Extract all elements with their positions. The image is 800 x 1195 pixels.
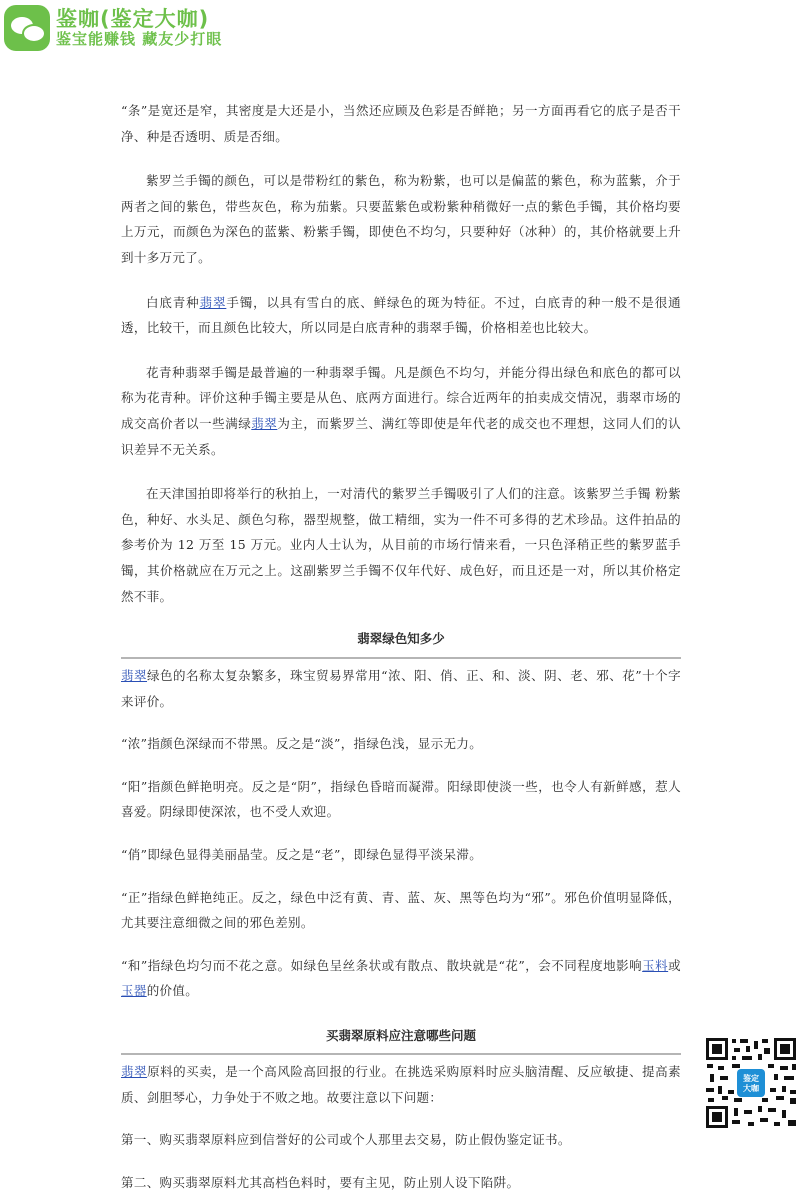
color-term-item: “阳”指颜色鲜艳明亮。反之是“阴”，指绿色昏暗而凝滞。阳绿即使淡一些，也令人有新鲜感，惹人喜爱。阴绿即使深浓，也不受人欢迎。 (121, 778, 681, 820)
chat-bubble-icon (4, 5, 50, 51)
feicui-link[interactable]: 翡翠 (121, 1064, 148, 1080)
paragraph: 紫罗兰手镯的颜色，可以是带粉红的紫色，称为粉紫，也可以是偏蓝的紫色，称为蓝紫，介于两者之间的紫色，带些灰色，称为茄紫。只要蓝紫色或粉紫种稍微好一点的紫色手镯，其价格均要上万元，而颜色为深色的蓝紫、粉紫手镯，即使色不均匀，只要种好（冰种）的，其价格就要上升到十多万元了。 (121, 173, 681, 265)
feicui-link[interactable]: 翡翠 (121, 668, 148, 684)
tip-item: 第一、购买翡翠原料应到信誉好的公司或个人那里去交易，防止假伪鉴定证书。 (121, 1132, 571, 1148)
feicui-link[interactable]: 翡翠 (251, 415, 278, 431)
tip-item: 第二、购买翡翠原料尤其高档色料时，要有主见，防止别人设下陷阱。 (121, 1174, 520, 1190)
yuliao-link[interactable]: 玉料 (642, 957, 669, 973)
section-heading: 买翡翠原料应注意哪些问题 (325, 1028, 476, 1044)
color-term-item: “和”指绿色均匀而不花之意。如绿色呈丝条状或有散点、散块就是“花”，会不同程度地影响玉料或玉器的价值。 (121, 957, 681, 999)
section-intro: 翡翠绿色的名称太复杂繁多，珠宝贸易界常用“浓、阳、俏、正、和、淡、阴、老、邪、花”十个字来评价。 (121, 668, 682, 709)
color-term-item: “浓”指颜色深绿而不带黑。反之是“淡”，指绿色浅，显示无力。 (121, 736, 483, 752)
article-body (121, 98, 681, 1195)
svg-text:鉴定: 鉴定 (743, 1074, 759, 1083)
paragraph: 白底青种翡翠手镯，以具有雪白的底、鲜绿色的斑为特征。不过，白底青的种一般不是很通透，比较干，而且颜色比较大，所以同是白底青种的翡翠手镯，价格相差也比较大。 (121, 294, 682, 336)
color-term-item: “正”指绿色鲜艳纯正。反之，绿色中泛有黄、青、蓝、灰、黑等色均为“邪”。邪色价值明显降低，尤其要注意细微之间的邪色差别。 (121, 889, 681, 931)
section-intro: 翡翠原料的买卖，是一个高风险高回报的行业。在挑选采购原料时应头脑清醒、反应敏捷、提高素质、剑胆琴心，力争处于不败之地。故要注意以下问题： (121, 1064, 681, 1105)
svg-text:大咖: 大咖 (743, 1084, 759, 1093)
section-heading: 翡翠绿色知多少 (357, 631, 445, 647)
watermark-logo (4, 2, 222, 54)
yuqi-link[interactable]: 玉器 (121, 983, 147, 999)
paragraph: 在天津国拍即将举行的秋拍上，一对清代的紫罗兰手镯吸引了人们的注意。该紫罗兰手镯 粉紫色，种好、水头足、颜色匀称，器型规整，做工精细，实为一件不可多得的艺术珍品。这件拍品的参考价为 12 万至 15 万元。业内人士认为，从目前的市场行情来看，一只色泽稍正些的紫罗蓝手镯，其价格就应在万元之上。这副紫罗兰手镯不仅年代好、成色好，而且还是一对，所以其价格定然不菲。 (121, 486, 681, 604)
watermark-title: 鉴咖(鉴定大咖) (56, 7, 210, 32)
watermark-slogan: 鉴宝能赚钱 藏友少打眼 (56, 30, 223, 49)
qr-code (704, 1036, 798, 1130)
color-term-item: “俏”即绿色显得美丽晶莹。反之是“老”，即绿色显得平淡呆滞。 (121, 847, 483, 863)
paragraph: 花青种翡翠手镯是最普遍的一种翡翠手镯。凡是颜色不均匀，并能分得出绿色和底色的都可以称为花青种。评价这种手镯主要是从色、底两方面进行。综合近两年的拍卖成交情况，翡翠市场的成交高价者以一些满绿翡翠为主，而紫罗兰、满红等即使是年代老的成交也不理想，这同人们的认识差异不无关系。 (121, 364, 681, 457)
paragraph: “条”是宽还是窄，其密度是大还是小，当然还应顾及色彩是否鲜艳；另一方面再看它的底子是否干净、种是否透明、质是否细。 (121, 103, 681, 144)
feicui-link[interactable]: 翡翠 (199, 294, 227, 310)
